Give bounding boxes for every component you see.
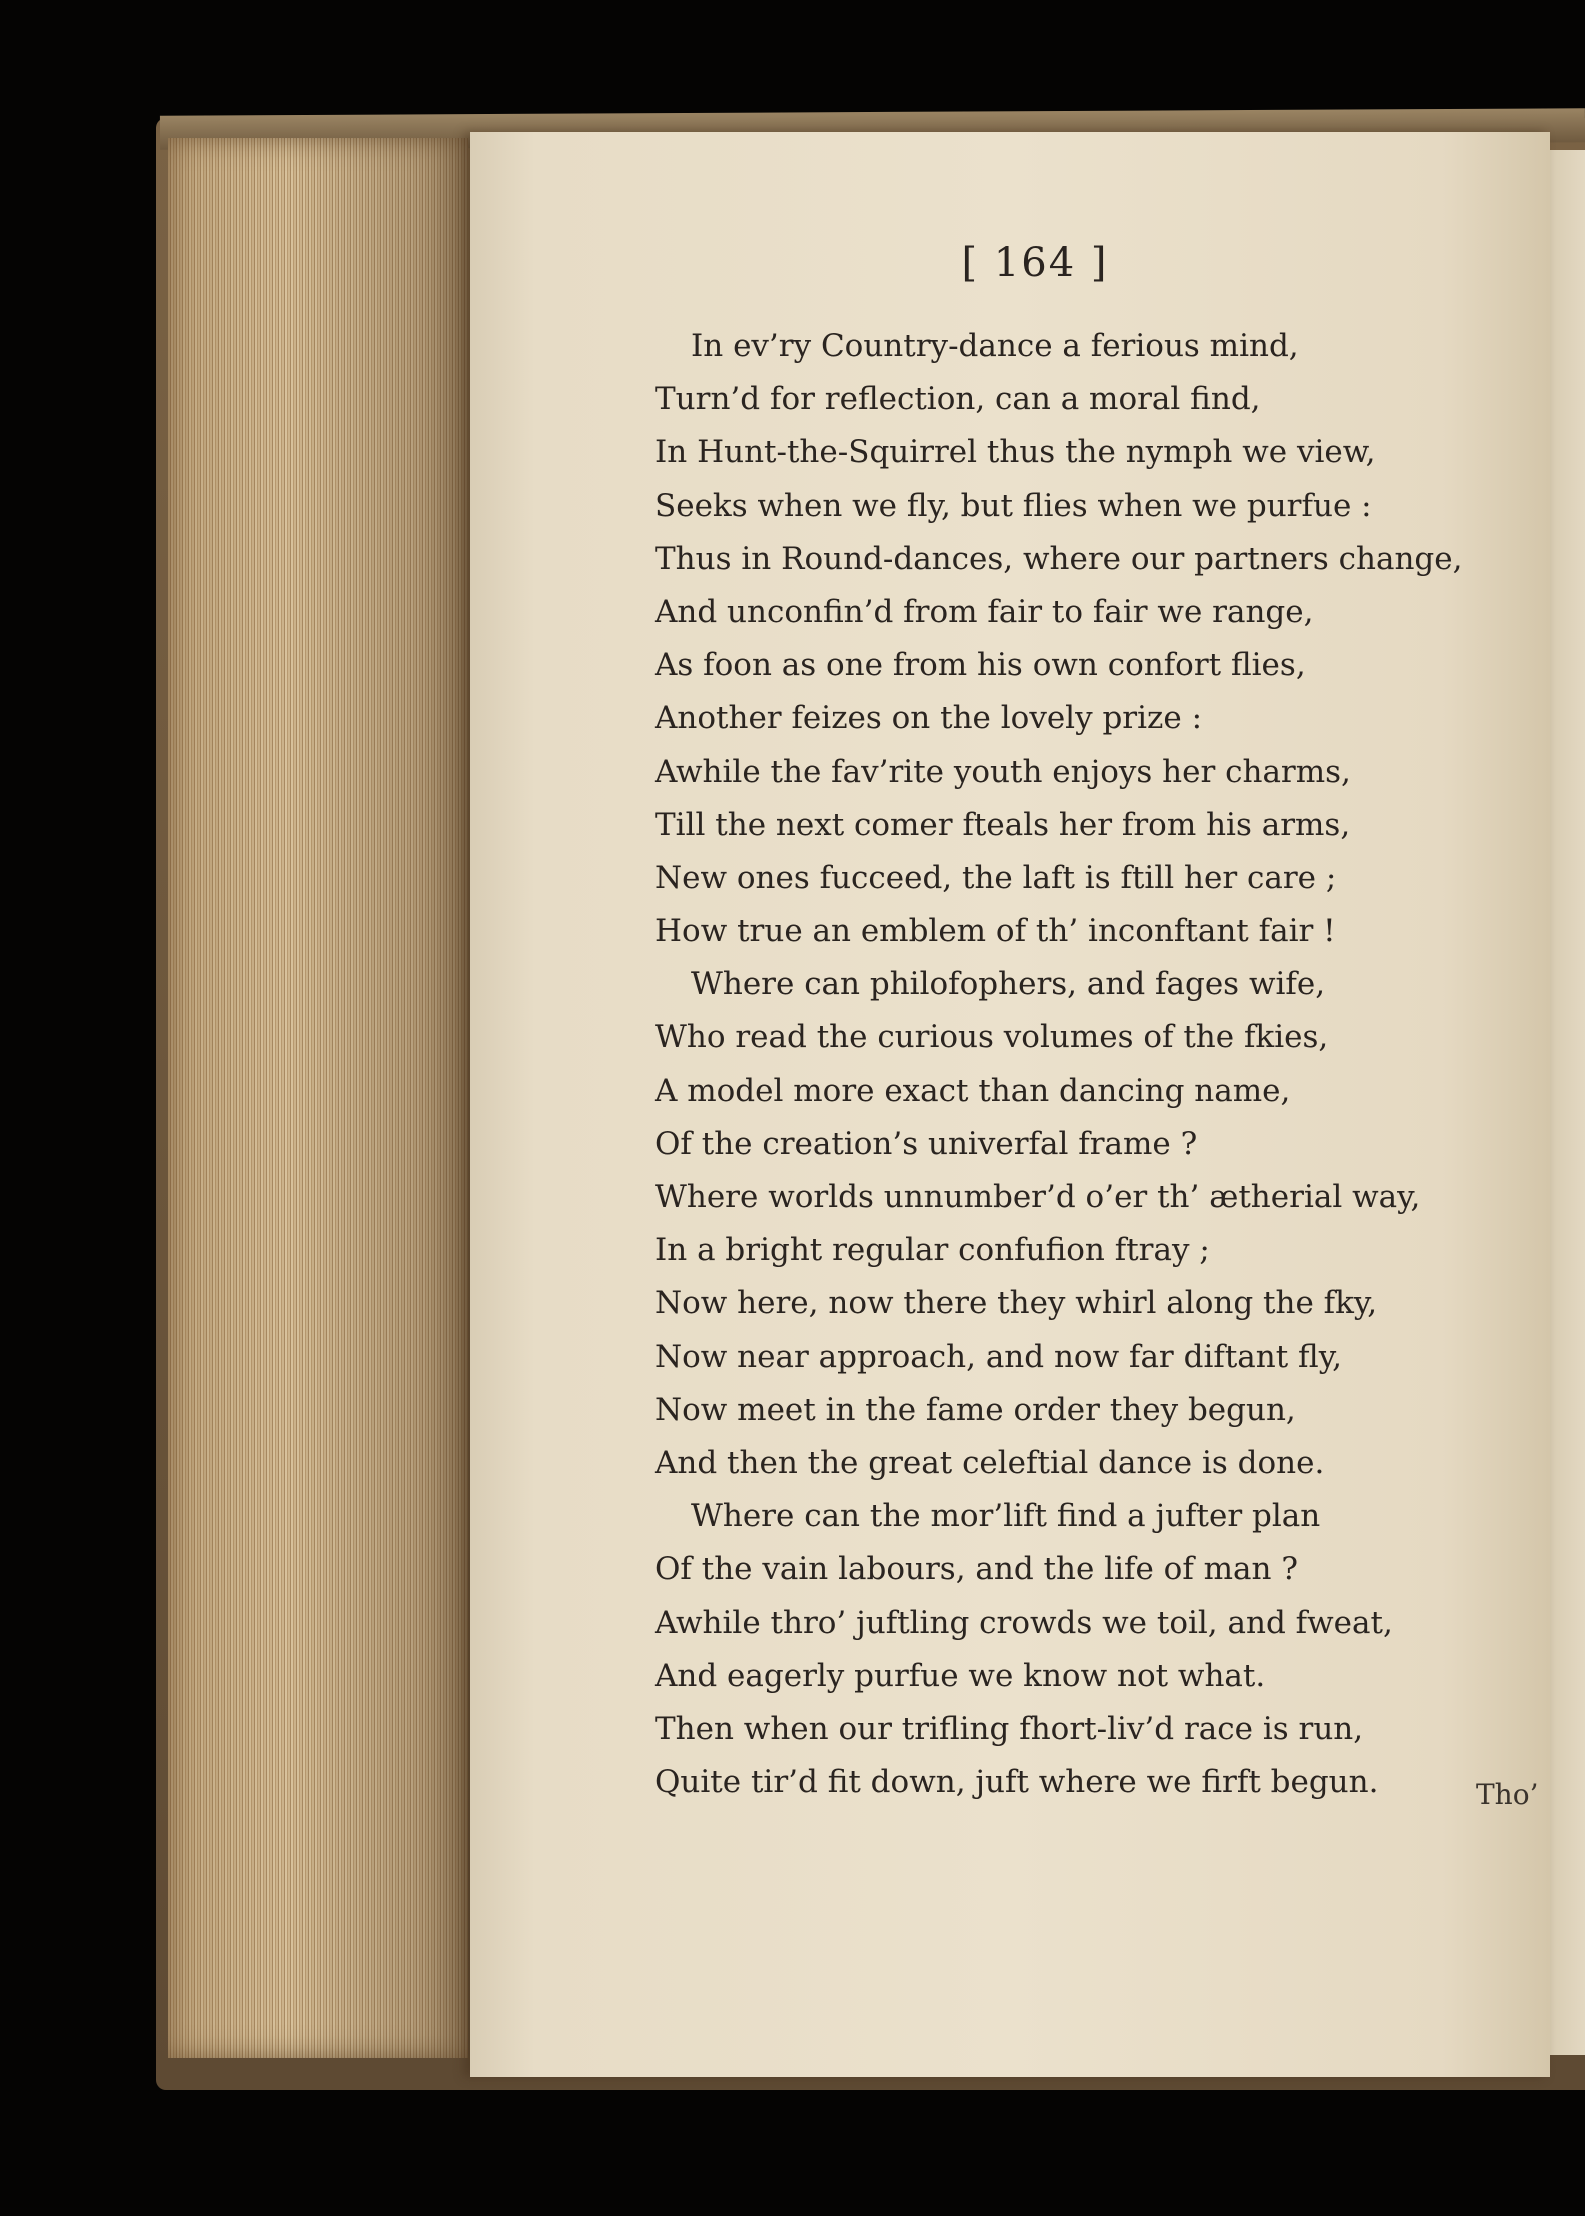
verse-line: Awhile thro’ juftling crowds we toil, and fweat,: [655, 1604, 1393, 1641]
verse-line: And then the great celeftial dance is done.: [655, 1444, 1325, 1481]
verse-line: Turn’d for reflection, can a moral find,: [655, 381, 1261, 418]
verse-line: How true an emblem of th’ inconftant fair !: [655, 913, 1336, 950]
verse-line: Where worlds unnumber’d o’er th’ ætherial way,: [655, 1179, 1421, 1215]
page-stack-shadow: [168, 138, 468, 2058]
verse-line: A model more exact than dancing name,: [655, 1072, 1291, 1109]
verse-line: Another feizes on the lovely prize :: [655, 700, 1203, 737]
verse-line: Where can philofophers, and fages wife,: [691, 966, 1326, 1003]
verse-line: As foon as one from his own confort flies,: [655, 647, 1306, 684]
verse-line: Of the vain labours, and the life of man ?: [655, 1551, 1298, 1588]
verse-line: And unconfin’d from fair to fair we range,: [655, 593, 1314, 630]
catchword: Tho’: [1476, 1778, 1539, 1811]
verse-line: Till the next comer fteals her from his arms,: [655, 806, 1351, 843]
verse-line: Thus in Round-dances, where our partners change,: [655, 540, 1463, 577]
verse-line: In Hunt-the-Squirrel thus the nymph we view,: [655, 434, 1376, 471]
verse-line: Awhile the fav’rite youth enjoys her charms,: [655, 753, 1351, 790]
verse-line: New ones fucceed, the laft is ftill her care ;: [655, 859, 1337, 896]
verse-line: Quite tir’d fit down, juft where we firft begun.: [655, 1764, 1379, 1801]
verse-line: Now meet in the fame order they begun,: [655, 1391, 1296, 1428]
verse-line: In a bright regular confufion ftray ;: [655, 1232, 1210, 1269]
page-number: [ 164 ]: [961, 240, 1109, 286]
verse-line: Now here, now there they whirl along the fky,: [655, 1285, 1378, 1322]
verse-line: And eagerly purfue we know not what.: [655, 1657, 1266, 1694]
verse-line: Of the creation’s univerfal frame ?: [655, 1125, 1198, 1162]
verse-line: Now near approach, and now far diftant fly,: [655, 1338, 1342, 1375]
verse-line: Seeks when we fly, but flies when we purfue :: [655, 487, 1372, 524]
verse-line: Where can the mor’lift find a jufter plan: [691, 1498, 1321, 1535]
verse-line: Who read the curious volumes of the fkies,: [655, 1019, 1329, 1056]
verse-line: Then when our trifling fhort-liv’d race is run,: [655, 1710, 1364, 1747]
poem-verse: [655, 320, 1475, 1809]
verse-line: In ev’ry Country-dance a ferious mind,: [691, 328, 1299, 364]
